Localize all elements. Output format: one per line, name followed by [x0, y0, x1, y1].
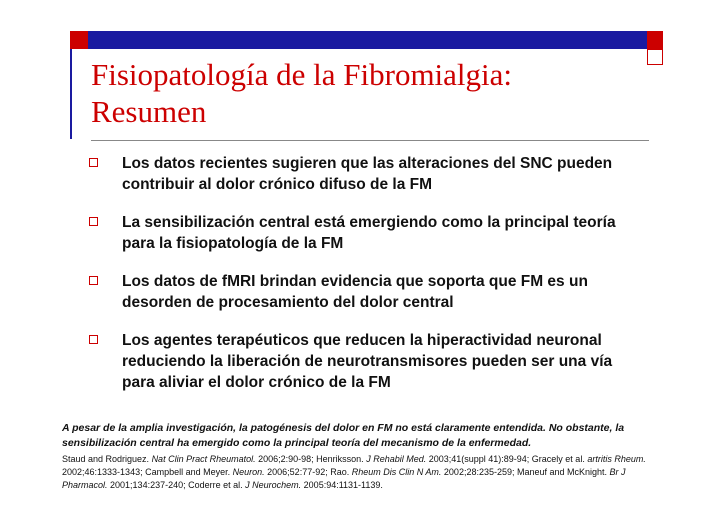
bullet-text: Los datos de fMRI brindan evidencia que soporta que FM es un desorden de procesamiento del dolor central	[122, 273, 588, 311]
ref-text: 2006;52:77-92; Rao.	[264, 467, 352, 477]
ref-text: 2002;28:235-259; Maneuf and McKnight.	[441, 467, 610, 477]
outlined-square-decoration	[647, 49, 663, 65]
red-square-decoration-right	[647, 31, 663, 49]
bullet-item	[88, 212, 648, 254]
bullet-square-icon	[89, 276, 98, 285]
ref-text: 2003;41(suppl 41):89-94; Gracely et al.	[426, 454, 588, 464]
journal-name: Rheum Dis Clin N Am.	[351, 467, 442, 477]
title-divider	[91, 140, 649, 141]
bullet-text: Los agentes terapéuticos que reducen la hiperactividad neuronal reduciendo la liberación de neurotransmisores pueden ser una vía para aliviar el dolor crónico de la FM	[122, 332, 613, 391]
journal-name: artritis Rheum.	[587, 454, 646, 464]
vertical-accent-line	[70, 49, 72, 139]
bullet-square-icon	[89, 217, 98, 226]
journal-name: Neuron.	[232, 467, 265, 477]
ref-text: 2002;46:1333-1343; Campbell and Meyer.	[62, 467, 233, 477]
bullet-item	[88, 330, 648, 393]
journal-name: J Rehabil Med.	[366, 454, 427, 464]
summary-note: A pesar de la amplia investigación, la patogénesis del dolor en FM no está claramente entendida. No obstante, la sensibilización central ha emergido como la principal teoría del mecanismo de la enfermedad.	[62, 422, 625, 449]
bullet-item	[88, 271, 648, 313]
journal-name: Nat Clin Pract Rheumatol.	[151, 454, 256, 464]
ref-text: 2001;134:237-240; Coderre et al.	[107, 480, 246, 490]
journal-name: Br J Pharmacol.	[62, 467, 626, 490]
bullet-square-icon	[89, 335, 98, 344]
header-bar	[70, 31, 648, 49]
ref-text: 2005:94:1131-1139.	[301, 480, 383, 490]
red-square-decoration	[70, 31, 88, 49]
journal-name: J Neurochem.	[245, 480, 302, 490]
ref-text: 2006;2:90-98; Henriksson.	[255, 454, 367, 464]
slide-title: Fisiopatología de la Fibromialgia: Resumen	[91, 57, 513, 129]
bullet-list	[88, 153, 648, 410]
bullet-square-icon	[89, 158, 98, 167]
bullet-text: La sensibilización central está emergiendo como la principal teoría para la fisiopatología de la FM	[122, 214, 616, 252]
bullet-text: Los datos recientes sugieren que las alteraciones del SNC pueden contribuir al dolor crónico difuso de la FM	[122, 155, 613, 193]
bullet-item	[88, 153, 648, 195]
ref-text: Staud and Rodriguez.	[62, 454, 152, 464]
references	[62, 453, 662, 492]
